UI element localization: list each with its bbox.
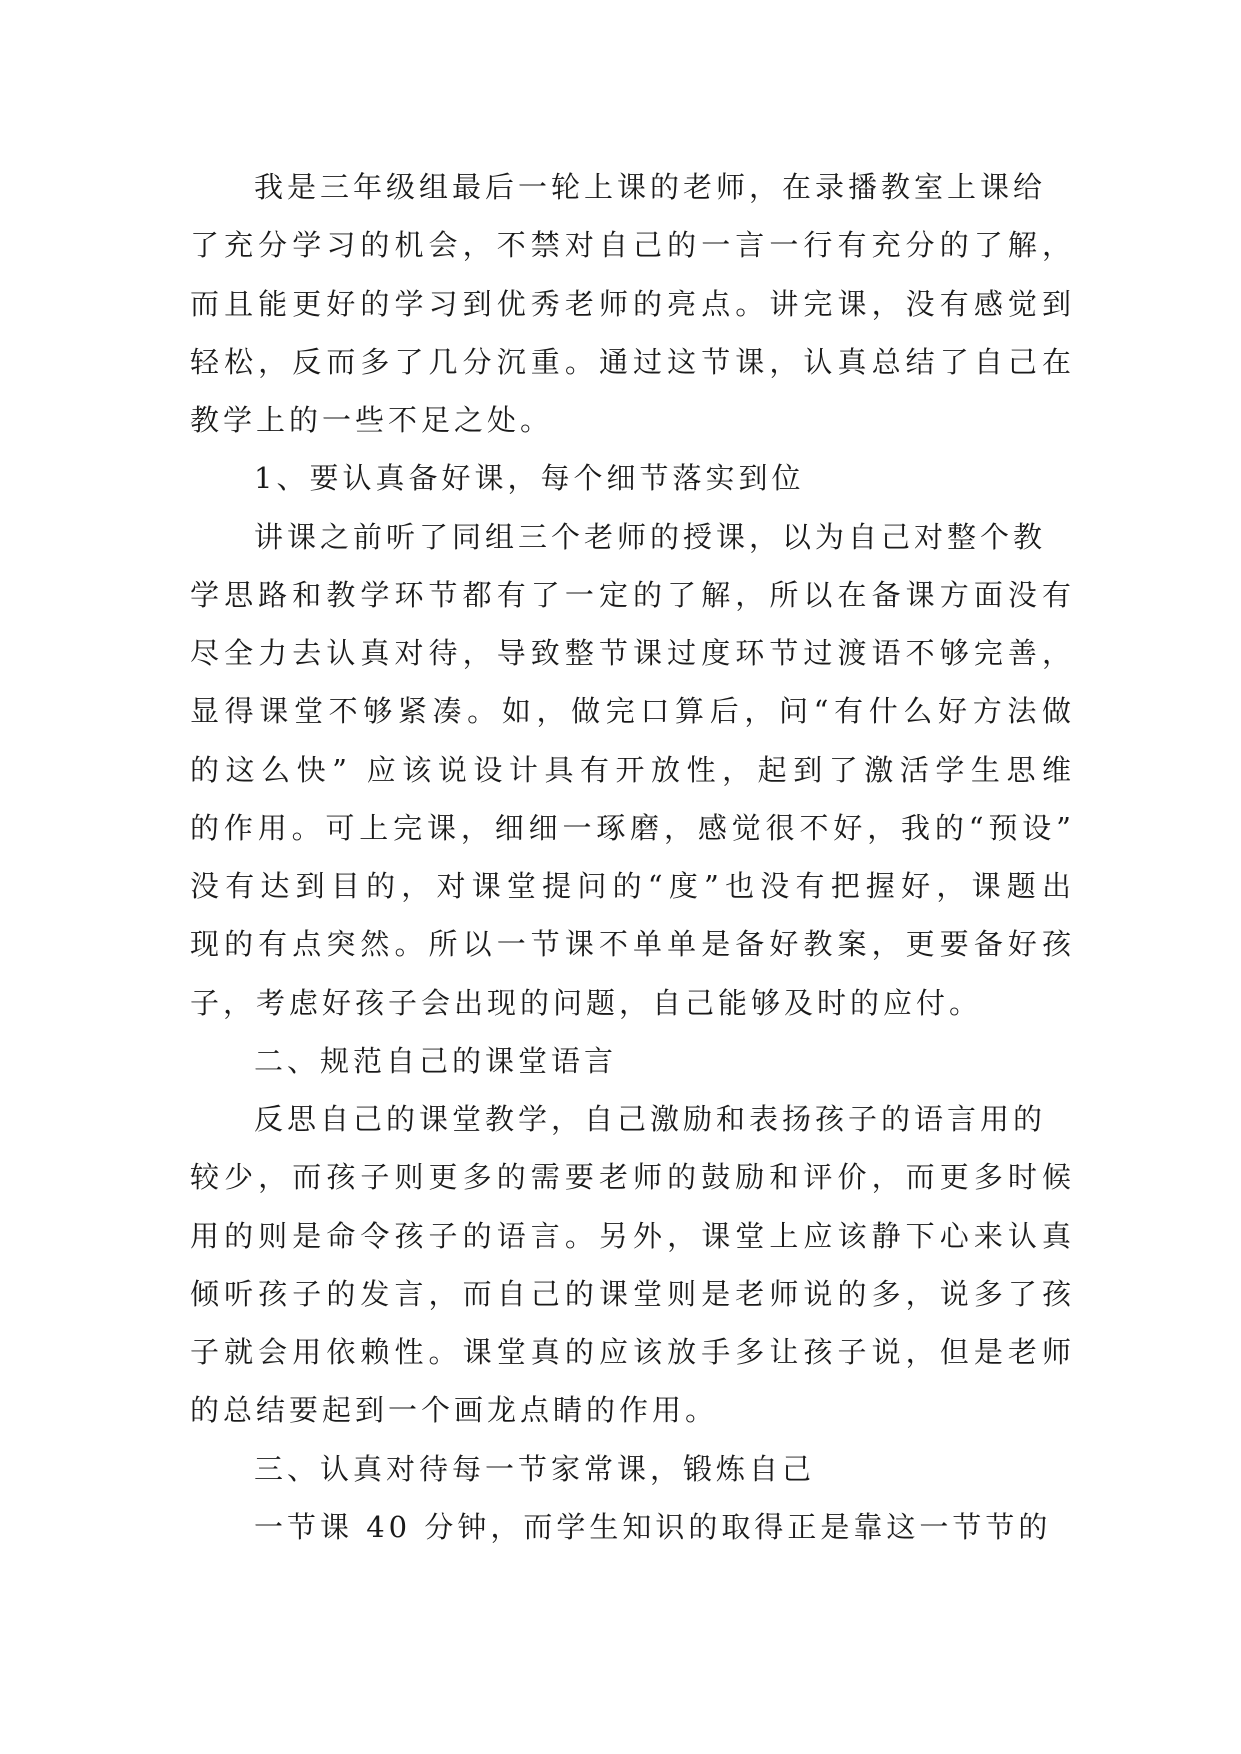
text-line: 轻松，反而多了几分沉重。通过这节课，认真总结了自己在 <box>190 344 1075 379</box>
text-line: 尽全力去认真对待，导致整节课过度环节过渡语不够完善， <box>190 636 1075 670</box>
text-line: 用的则是命令孩子的语言。另外，课堂上应该静下心来认真 <box>190 1218 1075 1253</box>
text-line: 显得课堂不够紧凑。如，做完口算后，问“有什么好方法做 <box>190 694 1075 729</box>
text-line: 学思路和教学环节都有了一定的了解，所以在备课方面没有 <box>190 577 1075 612</box>
text-line: 而且能更好的学习到优秀老师的亮点。讲完课，没有感觉到 <box>190 286 1075 321</box>
text-line: 较少，而孩子则更多的需要老师的鼓励和评价，而更多时候 <box>190 1160 1075 1195</box>
text-line: 倾听孩子的发言，而自己的课堂则是老师说的多，说多了孩 <box>190 1276 1075 1311</box>
document-body <box>190 158 1075 1556</box>
text-line: 现的有点突然。所以一节课不单单是备好教案，更要备好孩 <box>190 927 1075 962</box>
text-line: 没有达到目的，对课堂提问的“度”也没有把握好，课题出 <box>190 869 1075 903</box>
text-line: 了充分学习的机会，不禁对自己的一言一行有充分的了解， <box>190 228 1075 263</box>
text-line: 反思自己的课堂教学，自己激励和表扬孩子的语言用的 <box>254 1102 1047 1136</box>
section-heading: 1、要认真备好课，每个细节落实到位 <box>254 461 805 496</box>
section-heading: 三、认真对待每一节家常课，锻炼自己 <box>254 1451 816 1486</box>
text-line: 的这么快” 应该说设计具有开放性，起到了激活学生思维 <box>190 752 1075 787</box>
text-line: 讲课之前听了同组三个老师的授课，以为自己对整个教 <box>254 519 1047 554</box>
text-line: 子就会用依赖性。课堂真的应该放手多让孩子说，但是老师 <box>190 1335 1075 1369</box>
text-line: 的总结要起到一个画龙点睛的作用。 <box>190 1393 719 1428</box>
text-line: 的作用。可上完课，细细一琢磨，感觉很不好，我的“预设” <box>190 810 1075 845</box>
text-line: 一节课 40 分钟，而学生知识的取得正是靠这一节节的 <box>254 1509 1052 1544</box>
text-line: 我是三年级组最后一轮上课的老师，在录播教室上课给 <box>254 170 1047 204</box>
text-line: 子，考虑好孩子会出现的问题，自己能够及时的应付。 <box>190 985 983 1020</box>
text-line: 教学上的一些不足之处。 <box>190 403 554 437</box>
section-heading: 二、规范自己的课堂语言 <box>254 1043 618 1078</box>
